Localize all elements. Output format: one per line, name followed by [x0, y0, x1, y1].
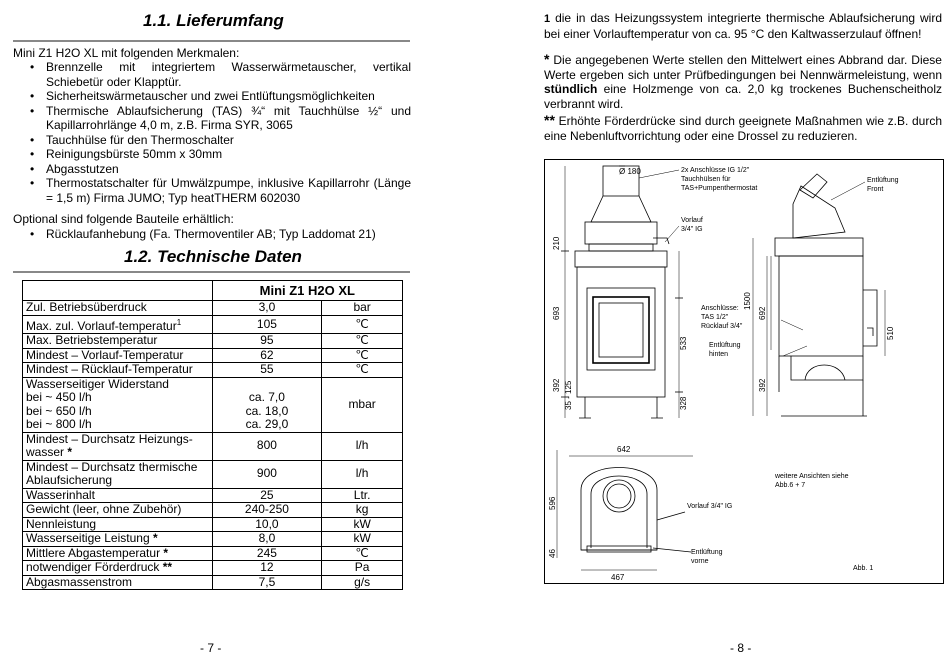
callout-label: TAS 1/2": [701, 314, 729, 321]
label-text: Mindest – Rücklauf-Temperatur: [26, 362, 193, 376]
label-text: Max. zul. Vorlauf-temperatur: [26, 318, 177, 333]
dim-label: 692: [758, 306, 767, 320]
table-row: [23, 561, 403, 576]
footnote-text: eine Holzmenge von ca. 2,0 kg trockenes Buchenscheitholz verbrannt wird.: [544, 82, 942, 111]
callout-label: hinten: [709, 351, 729, 358]
table-row: [23, 503, 403, 518]
callout-label: Entlüftung: [691, 549, 723, 556]
label-text: Wasserseitiger Widerstand: [26, 376, 169, 391]
value-text: ca. 18,0: [245, 403, 289, 418]
row-label: [23, 503, 213, 518]
callout-label: 2x Anschlüsse IG 1/2": [681, 167, 750, 174]
label-text: Mindest – Durchsatz Heizungs-wasser: [26, 431, 193, 459]
dim-label: 1500: [743, 292, 752, 310]
footnote-mark: *: [152, 531, 158, 545]
scope-intro: Mini Z1 H2O XL mit folgenden Merkmalen:: [13, 46, 240, 60]
footnote-marker: 1: [544, 13, 551, 25]
row-unit: ℃: [322, 363, 403, 378]
footnote-text: die in das Heizungssystem integrierte thermische Ablaufsicherung wird bei einer Vorlauftemperatur von ca. 95 °C den Kaltwasserzulauf öffnen!: [544, 11, 942, 41]
row-label: [23, 460, 213, 488]
row-unit: kW: [322, 517, 403, 532]
footnote-bold: stündlich: [544, 82, 598, 96]
row-label: [23, 315, 213, 334]
row-label: [23, 561, 213, 576]
dim-label: 533: [679, 336, 688, 350]
label-text: Zul. Betriebsüberdruck: [26, 300, 147, 314]
dim-label: 642: [617, 445, 631, 454]
row-unit: g/s: [322, 575, 403, 590]
row-value: 800: [212, 432, 322, 460]
row-value: 10,0: [212, 517, 322, 532]
label-text: notwendiger Förderdruck: [26, 560, 160, 574]
table-row: [23, 315, 403, 334]
table-row: [23, 432, 403, 460]
technical-drawing: [544, 159, 944, 584]
row-unit: ℃: [322, 348, 403, 363]
footnote-text: Die angegebenen Werte stellen den Mittelwert eines Abbrand dar. Diese Werte ergeben sich unter Prüfbedingungen bei Nennwärmeleistung, wenn: [544, 53, 942, 82]
table-row: [23, 488, 403, 503]
row-unit: mbar: [322, 377, 403, 432]
optional-list: [22, 227, 411, 242]
table-row: [23, 301, 403, 316]
row-value: 245: [212, 546, 322, 561]
label-text: Nennleistung: [26, 516, 97, 531]
dim-label: 210: [552, 236, 561, 250]
row-label: [23, 488, 213, 503]
row-label: [23, 377, 213, 432]
technical-data-table: [22, 280, 403, 590]
drawing-labels: [545, 160, 943, 583]
list-item: • Thermostatschalter für Umwälzpumpe, inklusive Kapillarrohr (Länge = 1,5 m) Firma JUMO; Typ heatTHERM 602030: [22, 176, 411, 205]
table-row: [23, 460, 403, 488]
row-unit: l/h: [322, 460, 403, 488]
row-label: [23, 348, 213, 363]
list-item: • Rücklaufanhebung (Fa. Thermoventiler AB; Typ Laddomat 21): [22, 227, 411, 242]
footnote-mark: *: [67, 445, 73, 459]
dim-label: 392: [552, 378, 561, 392]
footnote-2: [544, 52, 942, 111]
table-row: [23, 532, 403, 547]
sub-label: bei ~ 650 l/h: [26, 403, 92, 418]
footnote-mark: *: [163, 545, 169, 560]
row-value: 12: [212, 561, 322, 576]
callout-label: Front: [867, 186, 884, 193]
callout-label: Rücklauf 3/4": [701, 323, 743, 330]
row-value: 8,0: [212, 532, 322, 547]
sub-label: bei ~ 800 l/h: [26, 417, 92, 431]
table-row: [23, 334, 403, 349]
table-header-row: [23, 281, 403, 301]
callout-label: Entlüftung: [867, 177, 899, 184]
label-text: Abgasmassenstrom: [26, 574, 133, 589]
footnote-marker: **: [544, 112, 555, 128]
title-rule: [13, 40, 410, 42]
row-label: [23, 532, 213, 547]
dim-label: 328: [679, 396, 688, 410]
row-label: [23, 363, 213, 378]
row-label: [23, 301, 213, 316]
footnote-3: [544, 113, 942, 143]
row-value: 25: [212, 488, 322, 503]
dim-label: 35 - 125: [564, 380, 573, 410]
row-value: 62: [212, 348, 322, 363]
row-value: 95: [212, 334, 322, 349]
row-label: [23, 432, 213, 460]
row-label: [23, 575, 213, 590]
sub-label: bei ~ 450 l/h: [26, 390, 92, 404]
callout-label: Entlüftung: [709, 342, 741, 349]
dim-label: Ø 180: [619, 167, 641, 176]
row-value: 7,5: [212, 575, 322, 590]
figure-caption: Abb. 1: [853, 565, 874, 572]
callout-label: 3/4" IG: [681, 226, 703, 233]
row-value: 105: [212, 315, 322, 334]
row-value: 3,0: [212, 301, 322, 316]
page-number: - 8 -: [730, 641, 752, 655]
table-row: [23, 377, 403, 432]
row-unit: ℃: [322, 315, 403, 334]
row-value: [212, 377, 322, 432]
callout-label: weitere Ansichten siehe: [775, 473, 849, 480]
label-text: Mittlere Abgastemperatur: [26, 545, 161, 560]
footnote-marker: *: [544, 51, 550, 67]
footnote-1: [544, 11, 942, 41]
row-label: [23, 334, 213, 349]
dim-label: 46: [548, 549, 557, 558]
table-row: [23, 575, 403, 590]
callout-label: Anschlüsse:: [701, 305, 739, 312]
callout-label: TAS+Pumpenthermostat: [681, 185, 758, 192]
dim-label: 596: [548, 496, 557, 510]
row-value: 900: [212, 460, 322, 488]
title-rule: [13, 271, 410, 273]
list-item: • Abgasstutzen: [22, 162, 411, 177]
left-page: [0, 0, 475, 654]
value-text: ca. 29,0: [245, 417, 289, 431]
row-value: 240-250: [212, 503, 322, 518]
label-text: Gewicht (leer, ohne Zubehör): [26, 502, 182, 516]
footnote-ref: 1: [176, 317, 182, 327]
row-unit: kW: [322, 532, 403, 547]
table-row: [23, 517, 403, 532]
row-unit: ℃: [322, 546, 403, 561]
callout-label: Abb.6 + 7: [775, 482, 806, 489]
row-unit: kg: [322, 503, 403, 518]
row-unit: bar: [322, 301, 403, 316]
label-text: Mindest – Vorlauf-Temperatur: [26, 347, 184, 362]
dim-label: 693: [552, 306, 561, 320]
dim-label: 392: [758, 378, 767, 392]
table-row: [23, 348, 403, 363]
footnote-mark: **: [162, 560, 173, 574]
row-unit: ℃: [322, 334, 403, 349]
label-text: Mindest – Durchsatz thermische Ablaufsicherung: [26, 459, 198, 487]
row-label: [23, 517, 213, 532]
footnote-text: Erhöhte Förderdrücke sind durch geeignete Maßnahmen wie z.B. durch eine Nebenluftvorrichtung oder eine Drossel zu reduzieren.: [544, 114, 942, 143]
list-item: • Reinigungsbürste 50mm x 30mm: [22, 147, 411, 162]
callout-label: Vorlauf 3/4" IG: [687, 503, 733, 510]
dim-label: 467: [611, 573, 625, 582]
value-text: ca. 7,0: [248, 390, 285, 404]
label-text: Wasserseitige Leistung: [26, 531, 150, 545]
label-text: Wasserinhalt: [26, 487, 95, 502]
callout-label: Vorlauf: [681, 217, 703, 224]
row-unit: Pa: [322, 561, 403, 576]
table-row: [23, 546, 403, 561]
list-item: • Thermische Ablaufsicherung (TAS) ¾“ mit Tauchhülse ½“ und Kapillarrohrlänge 4,0 m, z.B. Firma SYR, 3065: [22, 104, 411, 133]
dim-label: 510: [886, 326, 895, 340]
row-value: 55: [212, 363, 322, 378]
label-text: Max. Betriebstemperatur: [26, 333, 158, 347]
section-title-technical: 1.2. Technische Daten: [124, 247, 302, 266]
row-label: [23, 546, 213, 561]
table-row: [23, 363, 403, 378]
list-item: • Tauchhülse für den Thermoschalter: [22, 133, 411, 148]
feature-list: [22, 60, 411, 205]
table-header: Mini Z1 H2O XL: [212, 281, 402, 301]
optional-intro: Optional sind folgende Bauteile erhältlich:: [13, 212, 234, 226]
page-number: - 7 -: [200, 641, 222, 655]
callout-label: Tauchhülsen für: [681, 176, 731, 183]
row-unit: Ltr.: [322, 488, 403, 503]
row-unit: l/h: [322, 432, 403, 460]
section-title-scope: 1.1. Lieferumfang: [143, 11, 284, 30]
list-item: • Brennzelle mit integriertem Wasserwärmetauscher, vertikal Schiebetür oder Klapptür.: [22, 60, 411, 89]
list-item: • Sicherheitswärmetauscher und zwei Entlüftungsmöglichkeiten: [22, 89, 411, 104]
callout-label: vorne: [691, 558, 709, 565]
